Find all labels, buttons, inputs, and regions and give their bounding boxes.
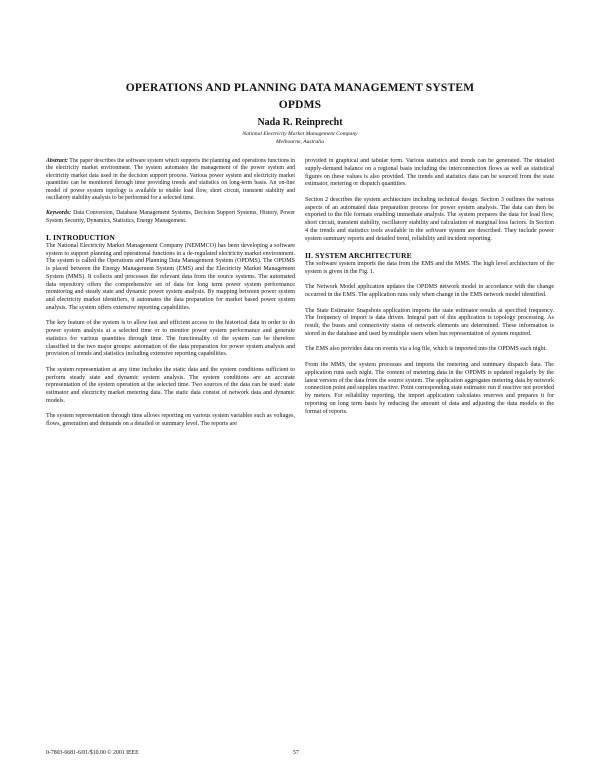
right-column — [305, 158, 554, 746]
keywords-text: Data Conversion, Database Management Systems, Decision Support Systems, History, Power System Security, Dynamics, Statistics, Energy Management. — [46, 210, 295, 224]
abstract-text: The paper describes the software system which supports the planning and operations functions in the electricity market environment. The system automates the management of the power system and electricity market data used in the decision support process. Various power system and electricity market quantities can be monitored through time providing trends and statistics on long-term basis. An on-line model of power system topology is available to enable load flow, short circuit, transient stability and oscillatory stability analysis to be performed for a selected time. — [46, 158, 295, 202]
paper-title — [40, 80, 560, 114]
paragraph: The system representation at any time includes the static data and the system conditions sufficient to perform steady state and dynamic system analysis. The system conditions are an accurate representation of the system operation at the selected time. Two sources of the data can be used: state estimator and electricity market metering data. The static data consist of network data and dynamic models. — [46, 366, 295, 404]
paragraph: The system representation through time allows reporting on various system variables such as voltages, flows, generation and demands on a detailed or summary level. The reports are — [46, 413, 295, 428]
author-affiliation — [40, 130, 560, 146]
paragraph: The Network Model application updates the OPDMS network model in accordance with the change occurred in the EMS. The application runs only when change in the EMS network model identified. — [305, 284, 554, 299]
keywords — [46, 210, 295, 225]
left-column — [46, 158, 295, 746]
paragraph: Section 2 describes the system architecture including technical design. Section 3 outlines the various aspects of an automated data preparation process for power system analysis. The data can then be exported to the file formats enabling immediate analysis. The system prepares the data for load flow, short circuit, transient stability, oscillatory stability and calculation of marginal loss factors. In Section 4 the trends and statistics tools available in the software system are described. They include power system summary reports and detailed trend, reliability and incident reporting. — [305, 196, 554, 242]
paragraph: The National Electricity Market Management Company (NEMMCO) has been developing a software system to support planning and operational functions in a de-regulated electricity market environment. The system is called the Operations and Planning Data Management System (OPDMS). The OPDMS is placed between the Energy Management System (EMS) and the Electricity Market Management System (MMS). It collects and processes the relevant data from the source systems. The automated data repository offers the comprehensive set of data for long term power system performance monitoring and steady state and dynamic power system analysis. By mapping between power system and electricity market identifiers, it automates the data preparation for market based power system analysis. The system offers extensive reporting capabilities. — [46, 242, 295, 311]
paragraph: From the MMS, the system processes and imports the metering and summary dispatch data. The application runs each night. The content of metering data in the OPDMS is updated regularly by the latest version of the data from the source system. The application aggregates metering data by network connection point and supplies reactive. Point corresponding state estimator run if reactive not provided by meters. For reliability reporting, the import application calculates reserves and prepares it for reporting on long term basis by reducing the amount of data and adjusting the data models to the format of reports. — [305, 362, 554, 415]
paragraph: The software system imports the data from the EMS and the MMS. The high level architecture of the system is given in the Fig. 1. — [305, 261, 554, 275]
title-line-1: OPERATIONS AND PLANNING DATA MANAGEMENT SYSTEM — [125, 82, 475, 94]
page-number: 57 — [293, 750, 299, 756]
paragraph: The EMS also provides data on events via a log file, which is imported into the OPDMS each night. — [305, 346, 547, 353]
affiliation-line-1: National Electricity Market Management Company — [242, 131, 358, 137]
abstract-label: Abstract: — [46, 158, 68, 164]
title-line-2: OPDMS — [278, 99, 322, 111]
keywords-label: Keywords: — [46, 210, 72, 217]
paragraph: The State Estimator Snapshots application imports the state estimator results at specified frequency. The frequency of import is data driven. Integral part of this application is topology processing. As result, the buses and connectivity status of network elements are determined. These information is stored in the database and used by multiple users when bus representation of system required. — [305, 307, 554, 337]
abstract — [46, 158, 295, 202]
paragraph: provided in graphical and tabular form. Various statistics and trends can be generated. The detailed supply-demand balance on a regional basis including the interconnection flows as well as statistical figures on these values is also provided. The trends and statistics data can be sourced from the state estimator, metering or dispatch quantities. — [305, 158, 554, 188]
author-name: Nada R. Reinprecht — [257, 117, 343, 128]
paragraph: The key feature of the system is to allow fast and efficient access to the historical data in order to do power system analysis at a selected time or to monitor power system performance and generate statistics for various quantities through time. The functionality of the system can be therefore classified in the two major groups: automation of the data preparation for power system analysis and provision of trends and statistics including extensive reporting capabilities. — [46, 320, 295, 358]
footer-isbn: 0-7803-6681-6/01/$10.00 © 2001 IEEE — [46, 750, 139, 756]
affiliation-line-2: Melbourne, Australia — [275, 139, 325, 145]
section-heading-introduction: I. INTRODUCTION — [46, 232, 116, 242]
section-heading-architecture: II. SYSTEM ARCHITECTURE — [305, 251, 412, 261]
